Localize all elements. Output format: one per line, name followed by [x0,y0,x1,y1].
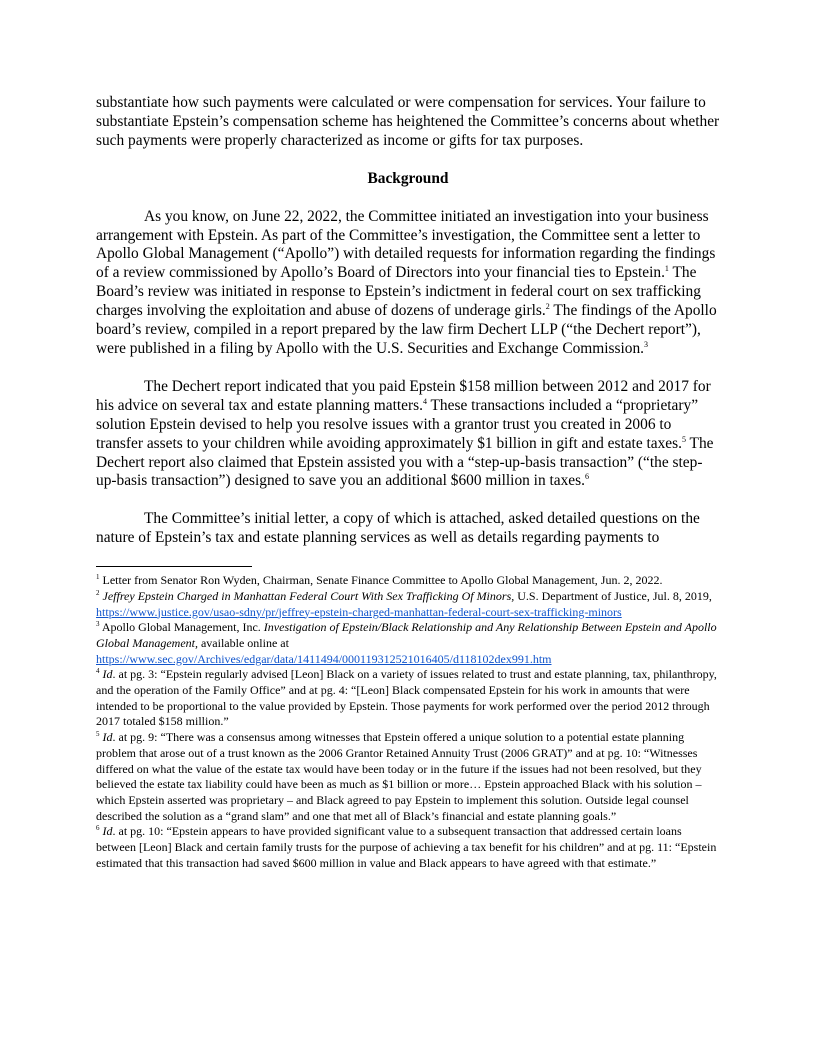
footnote-5: $^5$ Id. at pg. 9: “There was a consensus among witnesses that Epstein offered a unique solution to a potential estate planning problem that arose out of a trust known as the 2006 Grantor Retained Annuity Trust (2006 GRAT)” and at pg. 10: “Witnesses differed on what the value of the estate tax would have been today or in the future if the issues had not been resolved, but they believed the estate tax liability could have been as much as $1 billion or more… Epstein approached Black with his solution – which Epstein asserted was proprietary – and Black agreed to pay Epstein to implement this solution. Outside legal counsel described the solution as a “grand slam” and one that met all of Black’s financial and estate planning goals.” [96,730,702,823]
section-heading: Background [367,169,449,187]
paragraph-text: These transactions included a “proprietary” solution Epstein devised to help you resolve issues with a grantor trust you created in 2006 to transfer assets to your children while avoiding approximately $1 billion in gift and estate taxes. [96,396,699,452]
footnote-3: $^3$ Apollo Global Management, Inc. Investigation of Epstein/Black Relationship and Any Relationship Between Epstein and Apollo Global Management, available online at https://www.sec.gov/Archives/edgar/data/1411494/000119312521016405/d118102dex991.htm [96,620,717,666]
footnote-ref: 1 [664,264,669,274]
paragraph-text: The Dechert report indicated that you paid Epstein $158 million between 2012 and 2017 for his advice on several tax and estate planning matters. [96,377,711,414]
footnote-link[interactable]: https://www.sec.gov/Archives/edgar/data/1411494/000119312521016405/d118102dex991.htm [96,651,552,666]
footnote-1: $^1$ Letter from Senator Ron Wyden, Chairman, Senate Finance Committee to Apollo Global Management, Jun. 2, 2022. [96,573,663,588]
footnotes [96,573,720,871]
footnote-ref: 2 [545,302,550,312]
paragraph-text: The Board’s review was initiated in response to Epstein’s indictment in federal court on sex trafficking charges involving the exploitation and abuse of dozens of underage girls. [96,264,701,320]
paragraph-text: As you know, on June 22, 2022, the Committee initiated an investigation into your business arrangement with Epstein. As part of the Committee’s investigation, the Committee sent a letter to Apollo Global Management (“Apollo”) with detailed requests for information regarding the findings of a review commissioned by Apollo’s Board of Directors into your financial ties to Epstein. [96,207,716,282]
footnote-2: $^2$ Jeffrey Epstein Charged in Manhattan Federal Court With Sex Trafficking Of Minors, U.S. Department of Justice, Jul. 8, 2019, https://www.justice.gov/usao-sdny/pr/jeffrey-epstein-charged-manhattan-federal-court-sex-trafficking-minors [96,588,712,619]
paragraph-initial-letter: The Committee’s initial letter, a copy of which is attached, asked detailed questions on the nature of Epstein’s tax and estate planning services as well as details regarding payments to [96,510,700,547]
footnote-ref: 3 [644,339,649,349]
paragraph-continuation: substantiate how such payments were calculated or were compensation for services. Your failure to substantiate Epstein’s compensation scheme has heightened the Committee’s concerns about whether such payments were properly characterized as income or gifts for tax purposes. [96,94,720,149]
letter-body [96,94,720,548]
footnote-link[interactable]: https://www.justice.gov/usao-sdny/pr/jeffrey-epstein-charged-manhattan-federal-court-sex-trafficking-minors [96,604,622,619]
footnote-4: $^4$ Id. at pg. 3: “Epstein regularly advised [Leon] Black on a variety of issues related to trust and estate planning, tax, philanthropy, and the operation of the Family Office” and at pg. 4: “[Leon] Black compensated Epstein for his work in amounts that were intended to be proportional to the value provided by Epstein. Those payments for work performed over the period 2012 through 2017 totaled $158 million.” [96,667,717,729]
footnote-divider [96,566,252,567]
footnote-6: $^6$ Id. at pg. 10: “Epstein appears to have provided significant value to a subsequent transaction that addressed certain loans between [Leon] Black and certain family trusts for the purpose of achieving a tax benefit for his children” and at pg. 11: “Epstein estimated that this transaction had saved $600 million in value and Black appears to have agreed with that estimate.” [96,824,717,870]
paragraph-text: The Dechert report also claimed that Epstein assisted you with a “step-up-basis transaction” (“the step-up-basis transaction”) designed to save you an additional $600 million in taxes. [96,434,714,490]
footnote-ref: 5 [681,434,686,444]
paragraph-dechert-report [96,378,720,491]
footnote-ref: 4 [422,396,427,406]
footnote-ref: 6 [584,472,589,482]
document-page [96,94,720,871]
paragraph-investigation [96,208,720,359]
paragraph-text: The findings of the Apollo board’s review, compiled in a report prepared by the law firm Dechert LLP (“the Dechert report”), were published in a filing by Apollo with the U.S. Securities and Exchange Commission. [96,302,717,357]
